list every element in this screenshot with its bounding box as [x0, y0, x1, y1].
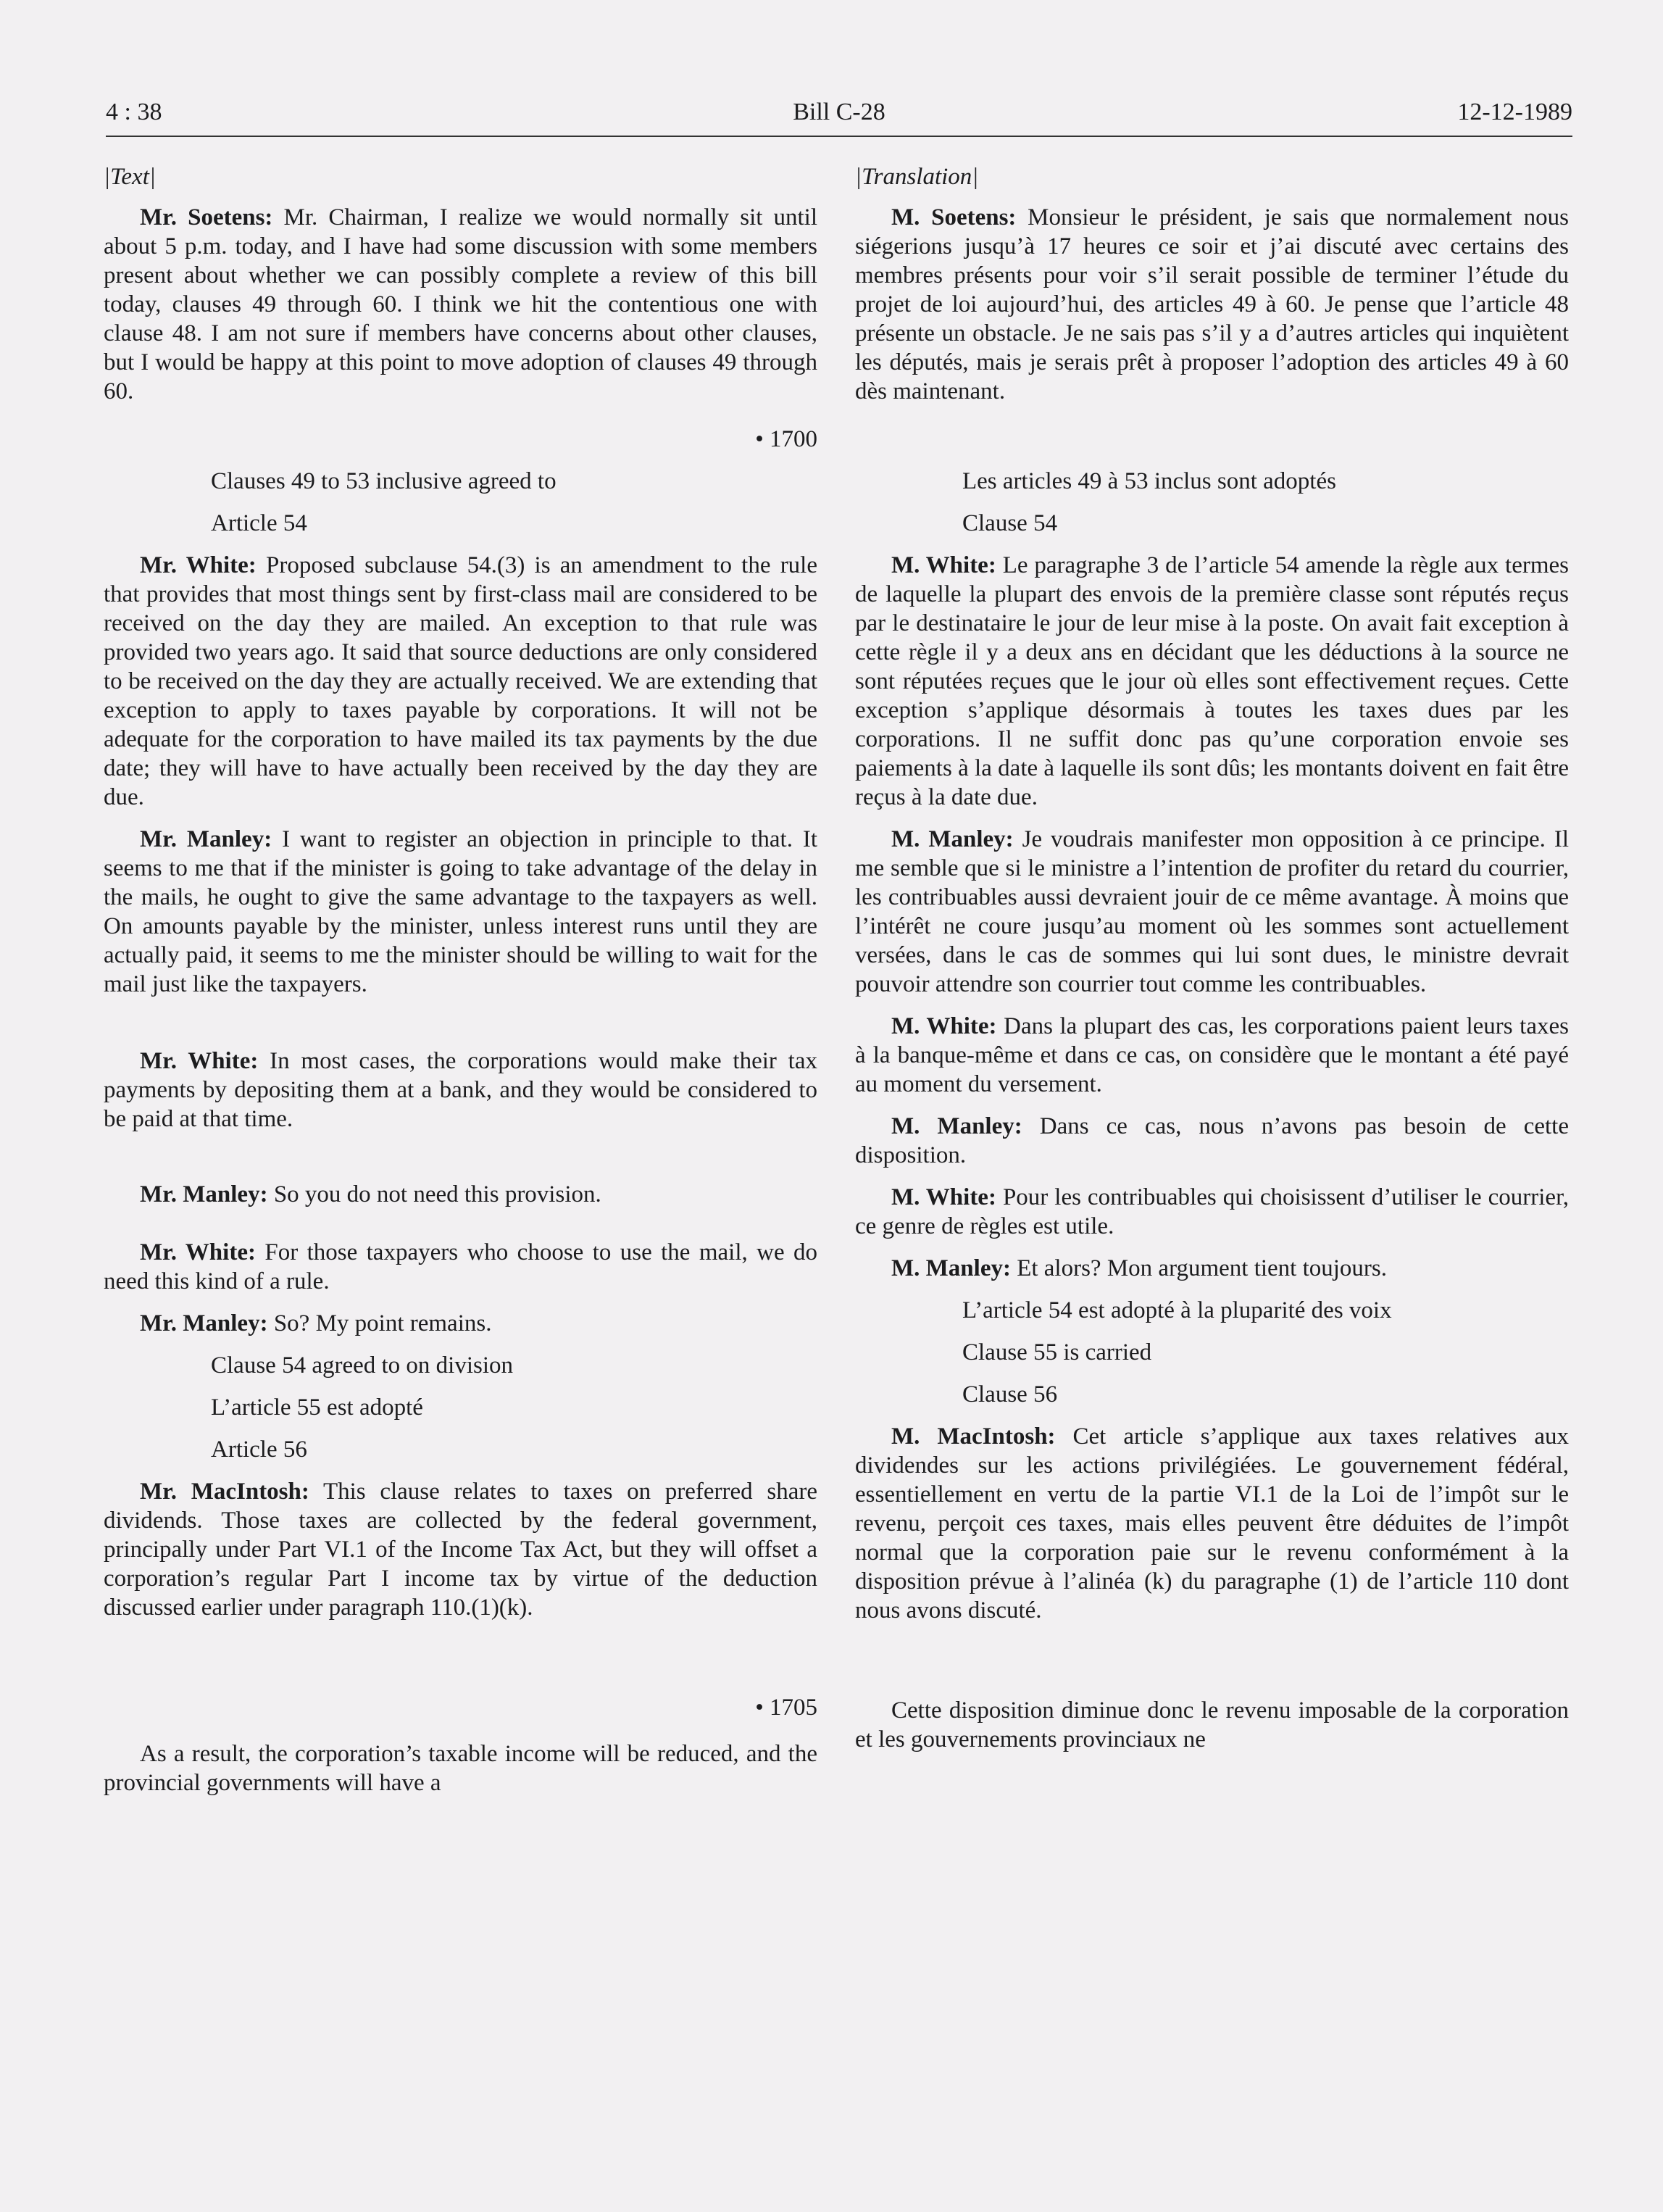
- paragraph: [104, 825, 817, 999]
- speaker-name: Mr. White:: [140, 1048, 259, 1074]
- speaker-name: M. Manley:: [891, 1255, 1011, 1281]
- procedural-line: Les articles 49 à 53 inclus sont adoptés: [962, 468, 1336, 494]
- speaker-name: M. White:: [891, 552, 996, 578]
- speaker-name: Mr. Manley:: [140, 1310, 268, 1336]
- speaker-name: M. White:: [891, 1184, 996, 1210]
- paragraph: [855, 203, 1569, 406]
- french-column: [855, 162, 1569, 1754]
- time-marker: • 1705: [755, 1695, 817, 1721]
- procedural-line: Clause 55 is carried: [962, 1339, 1152, 1365]
- paragraph: [855, 1012, 1569, 1099]
- speech-text: This clause relates to taxes on preferred share dividends. Those taxes are collected by the federal government, principally under Part VI.1 of the Income Tax Act, but they will offset a corporation’s regular Part I income tax by virtue of the deduction discussed earlier under paragraph 110.(1)(k).: [104, 1479, 817, 1621]
- header-date: 12-12-1989: [1457, 99, 1572, 125]
- header-rule: [106, 136, 1572, 137]
- speech-text: I want to register an objection in principle to that. It seems to me that if the minister is going to take advantage of the delay in the mails, he ought to give the same advantage to the taxpayers as well. On amounts payable by the minister, unless interest runs until they are actually paid, it seems to me the minister should be willing to wait for the mail just like the taxpayers.: [104, 826, 817, 997]
- procedural-line: Clause 54 agreed to on division: [211, 1352, 514, 1379]
- page-number: 4 : 38: [106, 99, 162, 125]
- speech-text: Je voudrais manifester mon opposition à ce principe. Il me semble que si le ministre a l’intention de profiter du retard du courrier, les contribuables aussi devraient jouir de ce même avantage. À moins que l’intérêt ne coure jusqu’au moment où les sommes sont actuellement versées, dans le cas de sommes qui lui sont dues, le ministre devrait pouvoir attendre son courrier tout comme les contribuables.: [855, 826, 1570, 997]
- speech-text: Mr. Chairman, I realize we would normally sit until about 5 p.m. today, and I have had some discussion with some members present about whether we can possibly complete a review of this bill today, clauses 49 through 60. I think we hit the contentious one with clause 48. I am not sure if members have concerns about other clauses, but I would be happy at this point to move adoption of clauses 49 through 60.: [104, 204, 817, 404]
- paragraph: [104, 1309, 817, 1338]
- paragraph: [104, 551, 817, 812]
- speech-text: Le paragraphe 3 de l’article 54 amende la règle aux termes de laquelle la plupart des envois de la première classe sont réputés reçus par le destinataire le jour de leur mise à la poste. On avait fait exception à cette règle il y a deux ans en décidant que les déductions à la source ne sont réputées reçues que le jour où elles sont effectivement reçues. Cette exception s’applique désormais à toutes les taxes dues par les corporations. Il ne suffit donc pas qu’une corporation envoie ses paiements à la date à laquelle ils sont dûs; les montants doivent en fait être reçus à la date due.: [855, 552, 1569, 810]
- speaker-name: M. Manley:: [891, 1113, 1022, 1139]
- speech-text: Monsieur le président, je sais que normalement nous siégerions jusqu’à 17 heures ce soir et j’ai discuté avec certains des membres présents pour voir s’il serait possible de terminer l’étude du projet de loi aujourd’hui, des articles 49 à 60. Je pense que l’article 48 présente un obstacle. Je ne sais pas s’il y a d’autres articles qui inquiètent les députés, mais je serais prêt à proposer l’adoption des articles 49 à 60 dès maintenant.: [855, 204, 1570, 404]
- speech-text: Et alors? Mon argument tient toujours.: [1010, 1255, 1388, 1281]
- speaker-name: Mr. Manley:: [140, 1181, 268, 1207]
- procedural-line: L’article 55 est adopté: [211, 1394, 423, 1421]
- paragraph: [855, 1112, 1569, 1170]
- speaker-name: M. Manley:: [891, 826, 1014, 852]
- paragraph: Cette disposition diminue donc le revenu imposable de la corporation et les gouvernements provinciaux ne: [855, 1697, 1569, 1752]
- paragraph: [104, 1238, 817, 1296]
- speaker-name: M. White:: [891, 1013, 997, 1039]
- speech-text: So you do not need this provision.: [267, 1181, 601, 1207]
- paragraph: [104, 1477, 817, 1622]
- speech-text: Dans ce cas, nous n’avons pas besoin de cette disposition.: [855, 1113, 1569, 1168]
- speech-text: For those taxpayers who choose to use the mail, we do need this kind of a rule.: [104, 1239, 817, 1294]
- speech-text: So? My point remains.: [267, 1310, 492, 1336]
- speaker-name: M. MacIntosh:: [891, 1423, 1056, 1450]
- paragraph: [855, 1183, 1569, 1241]
- paragraph: [855, 1254, 1569, 1283]
- speech-text: Dans la plupart des cas, les corporations paient leurs taxes à la banque-même et dans ce cas, on considère que le montant a été payé au moment du versement.: [855, 1013, 1569, 1097]
- speaker-name: Mr. Soetens:: [140, 204, 273, 230]
- speaker-name: Mr. Manley:: [140, 826, 272, 852]
- paragraph: As a result, the corporation’s taxable income will be reduced, and the provincial governments will have a: [104, 1741, 817, 1796]
- speech-text: Pour les contribuables qui choisissent d’utiliser le courrier, ce genre de règles est utile.: [855, 1184, 1569, 1239]
- speech-text: Proposed subclause 54.(3) is an amendment to the rule that provides that most things sent by first-class mail are considered to be received on the day they are mailed. An exception to that rule was provided two years ago. It said that source deductions are only considered to be received on the day they are actually received. We are extending that exception to apply to taxes payable by corporations. It will not be adequate for the corporation to have mailed its tax payments by the due date; they will have to have actually been received by the day they are due.: [104, 552, 817, 810]
- bill-title: Bill C-28: [793, 99, 885, 125]
- column-label: |Translation|: [855, 164, 979, 190]
- procedural-line: Article 56: [211, 1436, 307, 1463]
- paragraph: [104, 1047, 817, 1134]
- column-label: |Text|: [104, 164, 156, 190]
- procedural-line: Clause 56: [962, 1381, 1058, 1408]
- speaker-name: M. Soetens:: [891, 204, 1017, 230]
- procedural-line: L’article 54 est adopté à la pluparité des voix: [962, 1297, 1392, 1323]
- procedural-line: Article 54: [211, 510, 307, 536]
- speech-text: Cet article s’applique aux taxes relatives aux dividendes sur les actions privilégiées. Le gouvernement fédéral, essentiellement en vertu de la partie VI.1 de la Loi de l’impôt sur le revenu, perçoit ces taxes, mais elles peuvent être déduites de l’impôt normal que la corporation paie sur le revenu conformément à la disposition prévue à l’alinéa (k) du paragraphe (1) de l’article 110 dont nous avons discuté.: [855, 1423, 1569, 1623]
- speech-text: In most cases, the corporations would make their tax payments by depositing them at a bank, and they would be considered to be paid at that time.: [104, 1048, 817, 1132]
- page-header: [106, 99, 1572, 135]
- paragraph: [104, 1180, 817, 1209]
- english-column: [104, 162, 817, 1797]
- speaker-name: Mr. MacIntosh:: [140, 1479, 309, 1505]
- paragraph: [855, 825, 1569, 999]
- time-marker: • 1700: [755, 426, 817, 452]
- paragraph: [855, 551, 1569, 812]
- paragraph: [855, 1422, 1569, 1625]
- procedural-line: Clauses 49 to 53 inclusive agreed to: [211, 468, 557, 494]
- procedural-line: Clause 54: [962, 510, 1058, 536]
- paragraph: [104, 203, 817, 406]
- speaker-name: Mr. White:: [140, 552, 257, 578]
- speaker-name: Mr. White:: [140, 1239, 256, 1265]
